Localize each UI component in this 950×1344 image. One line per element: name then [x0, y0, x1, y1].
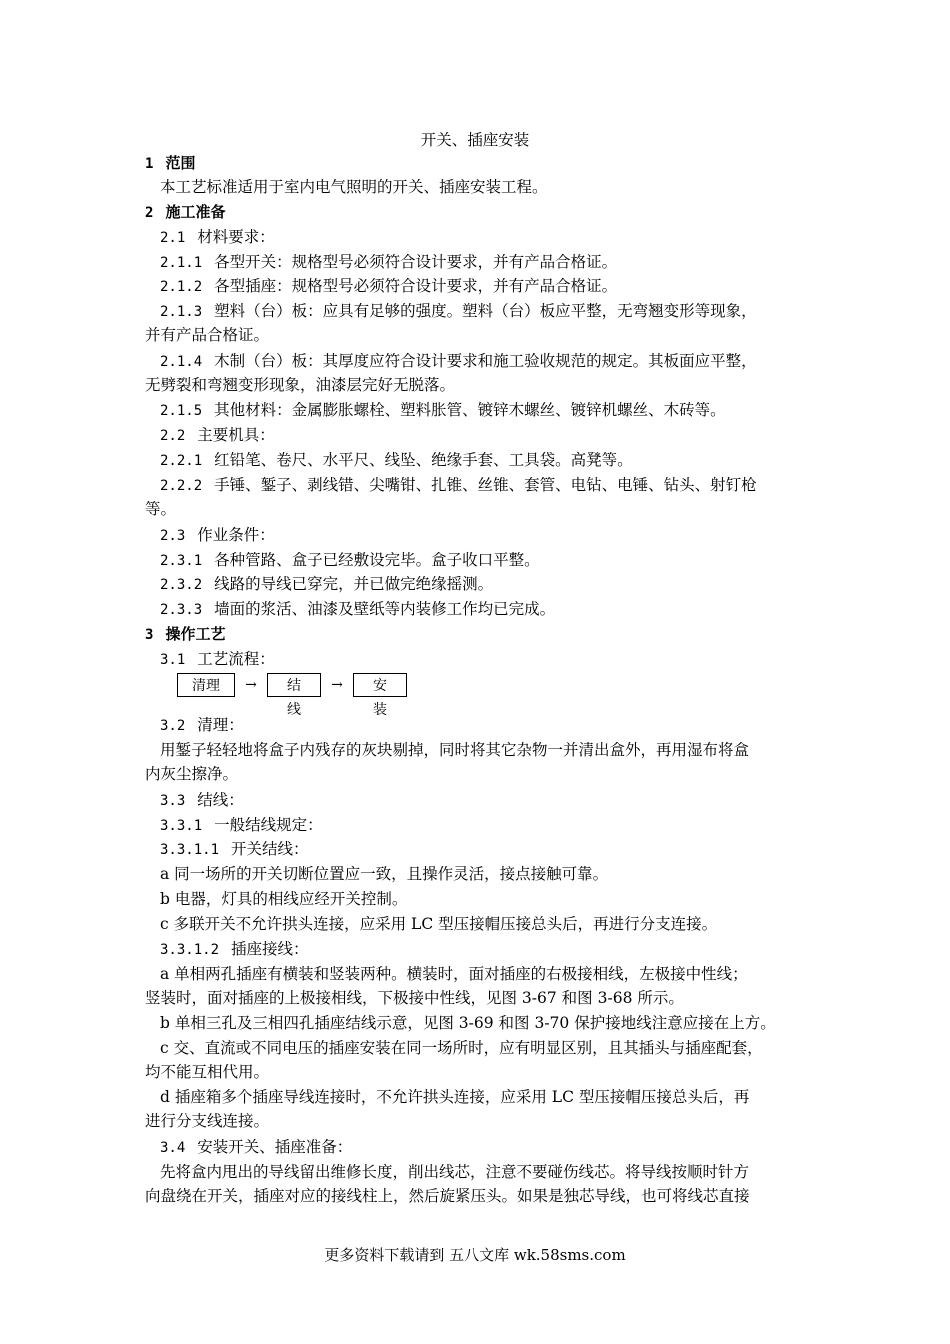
text-line	[160, 449, 830, 472]
section-number: 2.1.3	[160, 304, 203, 320]
text-line	[160, 714, 830, 737]
section-number: 2.3.3	[160, 602, 203, 618]
footer-link-text[interactable]: 更多资料下载请到 五八文库 wk.58sms.com	[324, 1246, 626, 1264]
line-text: c 多联开关不允许拱头连接，应采用 LC 型压接帽压接总头后，再进行分支连接。	[160, 915, 718, 933]
text-line	[160, 524, 830, 547]
line-text: 范围	[165, 154, 196, 172]
line-text: 清理：	[197, 716, 244, 734]
text-line	[145, 623, 815, 646]
text-line	[160, 888, 830, 910]
line-text: 内灰尘擦净。	[145, 765, 239, 783]
line-text: 主要机具：	[197, 426, 275, 444]
text-line	[160, 1037, 830, 1059]
line-text: 无劈裂和弯翘变形现象，油漆层完好无脱落。	[145, 376, 456, 394]
document-title: 开关、插座安装	[420, 131, 530, 149]
line-text: 用錾子轻轻地将盒子内残存的灰块剔掉，同时将其它杂物一并清出盒外，再用湿布将盒	[160, 741, 750, 759]
section-number: 2.1	[160, 230, 186, 246]
line-text: 作业条件：	[197, 526, 275, 544]
text-line	[145, 1185, 815, 1207]
section-number: 2.1.5	[160, 403, 203, 419]
text-line	[145, 374, 815, 396]
line-text: 进行分支线连接。	[145, 1112, 270, 1130]
section-number: 3.2	[160, 718, 186, 734]
text-line	[160, 573, 830, 596]
text-line	[160, 648, 830, 671]
line-text: 各种管路、盒子已经敷设完毕。盒子收口平整。	[214, 551, 540, 569]
section-number: 3.1	[160, 652, 186, 668]
text-line	[160, 1136, 830, 1159]
section-number: 3.4	[160, 1140, 186, 1156]
line-text: b 单相三孔及三相四孔插座结线示意，见图 3-69 和图 3-70 保护接地线注意应接在上方。	[160, 1014, 776, 1032]
line-text: 本工艺标准适用于室内电气照明的开关、插座安装工程。	[160, 178, 548, 196]
text-line	[160, 300, 830, 323]
line-text: 工艺流程：	[197, 650, 275, 668]
text-line	[145, 1110, 815, 1132]
text-line	[160, 838, 830, 861]
line-text: 木制（台）板：其厚度应符合设计要求和施工验收规范的规定。其板面应平整，	[214, 352, 757, 370]
section-number: 2.2.2	[160, 478, 203, 494]
section-number: 3.3.1.1	[160, 842, 220, 858]
text-line	[160, 1086, 830, 1108]
line-text: 插座接线：	[231, 940, 309, 958]
text-line	[160, 226, 830, 249]
flow-step-clean: 清理	[177, 673, 235, 697]
line-text: 结线：	[197, 791, 244, 809]
line-text: 各型插座：规格型号必须符合设计要求，并有产品合格证。	[214, 277, 618, 295]
section-number: 2.3	[160, 528, 186, 544]
line-text: a 同一场所的开关切断位置应一致，且操作灵活，接点接触可靠。	[160, 865, 609, 883]
text-line	[160, 1012, 830, 1034]
line-text: 并有产品合格证。	[145, 326, 270, 344]
line-text: b 电器，灯具的相线应经开关控制。	[160, 890, 408, 908]
text-line	[145, 763, 815, 785]
line-text: a 单相两孔插座有横装和竖装两种。横装时，面对插座的右极接相线，左极接中性线；	[160, 965, 748, 983]
line-text: 向盘绕在开关，插座对应的接线柱上，然后旋紧压头。如果是独芯导线，也可将线芯直接	[145, 1187, 750, 1205]
text-line	[160, 739, 830, 761]
line-text: 材料要求：	[197, 228, 275, 246]
text-line	[160, 350, 830, 373]
section-number: 1	[145, 156, 154, 172]
text-line	[160, 474, 830, 497]
section-number: 2	[145, 205, 154, 221]
text-line	[160, 275, 830, 298]
line-text: 一般结线规定：	[214, 816, 323, 834]
line-text: 线路的导线已穿完，并已做完绝缘摇测。	[214, 575, 494, 593]
arrow-icon: →	[331, 677, 343, 693]
text-line	[160, 598, 830, 621]
text-line	[160, 789, 830, 812]
text-line	[160, 251, 830, 274]
line-text: 竖装时，面对插座的上极接相线，下极接中性线，见图 3-67 和图 3-68 所示。	[145, 989, 684, 1007]
arrow-icon: →	[245, 677, 257, 693]
section-number: 3.3.1	[160, 818, 203, 834]
text-line	[160, 399, 830, 422]
line-text: 安装开关、插座准备：	[197, 1138, 353, 1156]
line-text: 施工准备	[165, 203, 226, 221]
text-line	[160, 424, 830, 447]
text-line	[145, 152, 815, 175]
section-number: 2.2	[160, 428, 186, 444]
line-text: 红铅笔、卷尺、水平尺、线坠、绝缘手套、工具袋。高凳等。	[214, 451, 633, 469]
text-line	[160, 176, 830, 198]
line-text: 各型开关：规格型号必须符合设计要求，并有产品合格证。	[214, 253, 618, 271]
flow-step-wiring: 结线	[267, 673, 321, 697]
text-line	[145, 498, 815, 520]
text-line	[145, 1061, 815, 1083]
line-text: 先将盒内甩出的导线留出维修长度，削出线芯，注意不要碰伤线芯。将导线按顺时针方	[160, 1163, 750, 1181]
line-text: 均不能互相代用。	[145, 1063, 270, 1081]
line-text: 其他材料：金属膨胀螺栓、塑料胀管、镀锌木螺丝、镀锌机螺丝、木砖等。	[214, 401, 726, 419]
section-number: 2.1.4	[160, 354, 203, 370]
text-line	[160, 863, 830, 885]
flow-step-install: 安装	[353, 673, 407, 697]
text-line	[145, 324, 815, 346]
line-text: 操作工艺	[165, 625, 226, 643]
line-text: c 交、直流或不同电压的插座安装在同一场所时，应有明显区别，且其插头与插座配套，	[160, 1039, 763, 1057]
line-text: 等。	[145, 500, 177, 518]
section-number: 2.2.1	[160, 453, 203, 469]
section-number: 2.3.2	[160, 577, 203, 593]
section-number: 3.3.1.2	[160, 942, 220, 958]
text-line	[160, 549, 830, 572]
text-line	[160, 1161, 830, 1183]
line-text: 开关结线：	[231, 840, 309, 858]
process-flow	[177, 672, 407, 718]
section-number: 2.1.1	[160, 255, 203, 271]
text-line	[160, 913, 830, 935]
text-line	[160, 963, 830, 985]
line-text: 塑料（台）板：应具有足够的强度。塑料（台）板应平整，无弯翘变形等现象，	[214, 302, 757, 320]
text-line	[160, 938, 830, 961]
section-number: 3	[145, 627, 154, 643]
text-line	[145, 201, 815, 224]
text-line	[160, 814, 830, 837]
section-number: 2.1.2	[160, 279, 203, 295]
line-text: 手锤、錾子、剥线错、尖嘴钳、扎锥、丝锥、套管、电钻、电锤、钻头、射钉枪	[214, 476, 757, 494]
section-number: 3.3	[160, 793, 186, 809]
section-number: 2.3.1	[160, 553, 203, 569]
line-text: 墙面的浆活、油漆及壁纸等内装修工作均已完成。	[214, 600, 556, 618]
line-text: d 插座箱多个插座导线连接时，不允许拱头连接，应采用 LC 型压接帽压接总头后，再	[160, 1088, 750, 1106]
text-line	[145, 987, 815, 1009]
